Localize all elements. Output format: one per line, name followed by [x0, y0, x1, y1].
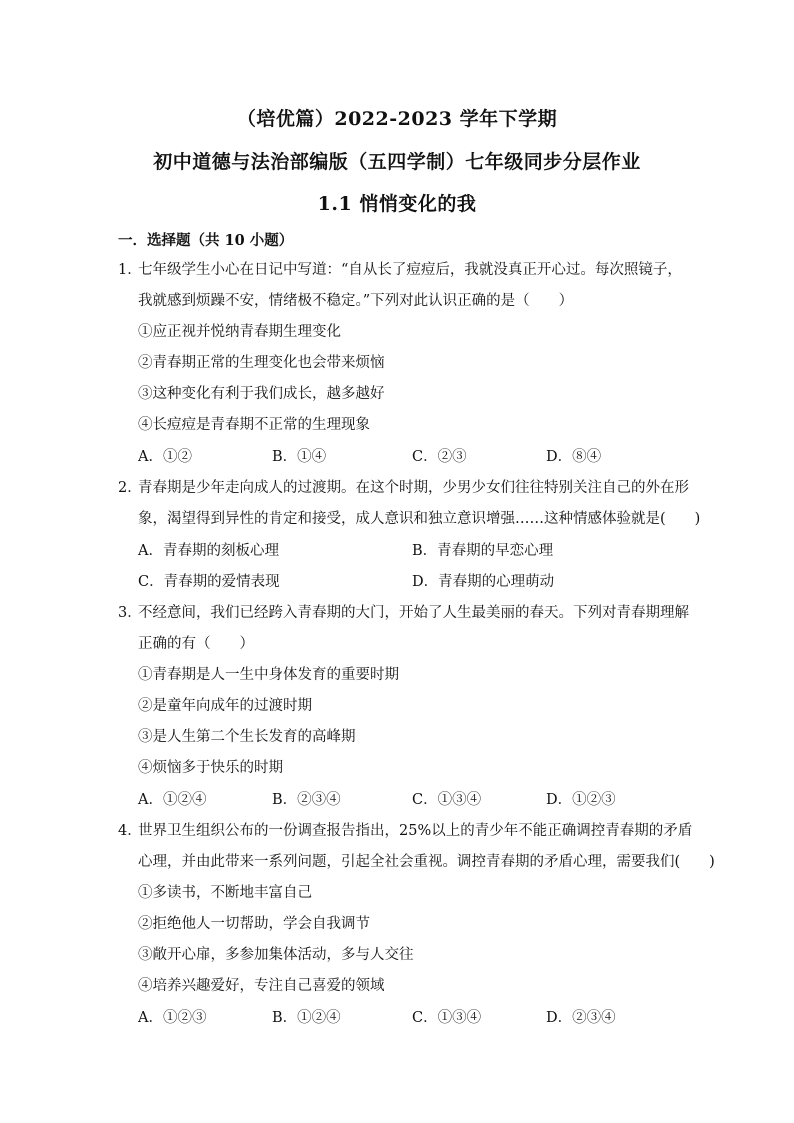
option-a: A．青春期的刻板心理: [138, 543, 279, 559]
statement-item: ③这种变化有利于我们成长，越多越好: [138, 386, 385, 402]
question-stem-line1: 世界卫生组织公布的一份调查报告指出，25%以上的青少年不能正确调控青春期的矛盾: [138, 823, 693, 839]
option-d: D．青春期的心理萌动: [412, 574, 555, 590]
question-number: 3．: [118, 605, 142, 621]
statement-item: ③敞开心扉，多参加集体活动，多与人交往: [138, 947, 414, 963]
option-d: D．②③④: [546, 1010, 616, 1026]
question-number: 4．: [118, 823, 142, 839]
option-b: B．②③④: [272, 792, 341, 808]
option-d: D．①②③: [546, 792, 616, 808]
question-number: 1．: [118, 262, 142, 278]
option-c: C．②③: [412, 449, 467, 465]
doc-title-line3: 1.1 悄悄变化的我: [317, 193, 477, 215]
option-a: A．①②④: [138, 792, 207, 808]
option-c: C．①③④: [412, 792, 482, 808]
question-number: 2．: [118, 480, 142, 496]
statement-item: ③是人生第二个生长发育的高峰期: [138, 729, 356, 745]
option-b: B．①④: [272, 449, 327, 465]
question-stem-line2: 心理，并由此带来一系列问题，引起全社会重视。调控青春期的矛盾心理，需要我们( ): [138, 854, 715, 870]
statement-item: ②是童年向成年的过渡时期: [138, 698, 312, 714]
question-stem-line2: 我就感到烦躁不安，情绪极不稳定。”下列对此认识正确的是（ ）: [138, 293, 574, 309]
option-b: B．①②④: [272, 1010, 341, 1026]
option-c: C．青春期的爱情表现: [138, 574, 280, 590]
section-heading: 一．选择题（共 10 小题）: [118, 232, 294, 249]
option-d: D．⑧④: [546, 449, 602, 465]
question-stem-line2: 象，渴望得到异性的肯定和接受，成人意识和独立意识增强……这种情感体验就是( ): [138, 511, 701, 527]
statement-item: ④培养兴趣爱好，专注自己喜爱的领域: [138, 978, 385, 994]
option-a: A．①②③: [138, 1010, 207, 1026]
option-b: B．青春期的早恋心理: [412, 543, 554, 559]
question-stem-line1: 青春期是少年走向成人的过渡期。在这个时期，少男少女们往往特别关注自己的外在形: [138, 480, 689, 496]
doc-title-line1: （培优篇）2022-2023 学年下学期: [236, 108, 558, 130]
statement-item: ②青春期正常的生理变化也会带来烦恼: [138, 355, 385, 371]
statement-item: ④长痘痘是青春期不正常的生理现象: [138, 417, 370, 433]
doc-title-line2: 初中道德与法治部编版（五四学制）七年级同步分层作业: [153, 151, 641, 173]
option-a: A．①②: [138, 449, 192, 465]
statement-item: ①青春期是人一生中身体发育的重要时期: [138, 667, 399, 683]
question-stem-line2: 正确的有（ ）: [138, 636, 254, 652]
question-stem-line1: 七年级学生小心在日记中写道：“自从长了痘痘后，我就没真正开心过。每次照镜子，: [138, 262, 682, 278]
statement-item: ②拒绝他人一切帮助，学会自我调节: [138, 916, 370, 932]
option-c: C．①③④: [412, 1010, 482, 1026]
question-stem-line1: 不经意间，我们已经跨入青春期的大门，开始了人生最美丽的春天。下列对青春期理解: [138, 605, 689, 621]
statement-item: ①应正视并悦纳青春期生理变化: [138, 324, 341, 340]
statement-item: ④烦恼多于快乐的时期: [138, 760, 283, 776]
statement-item: ①多读书，不断地丰富自己: [138, 885, 312, 901]
